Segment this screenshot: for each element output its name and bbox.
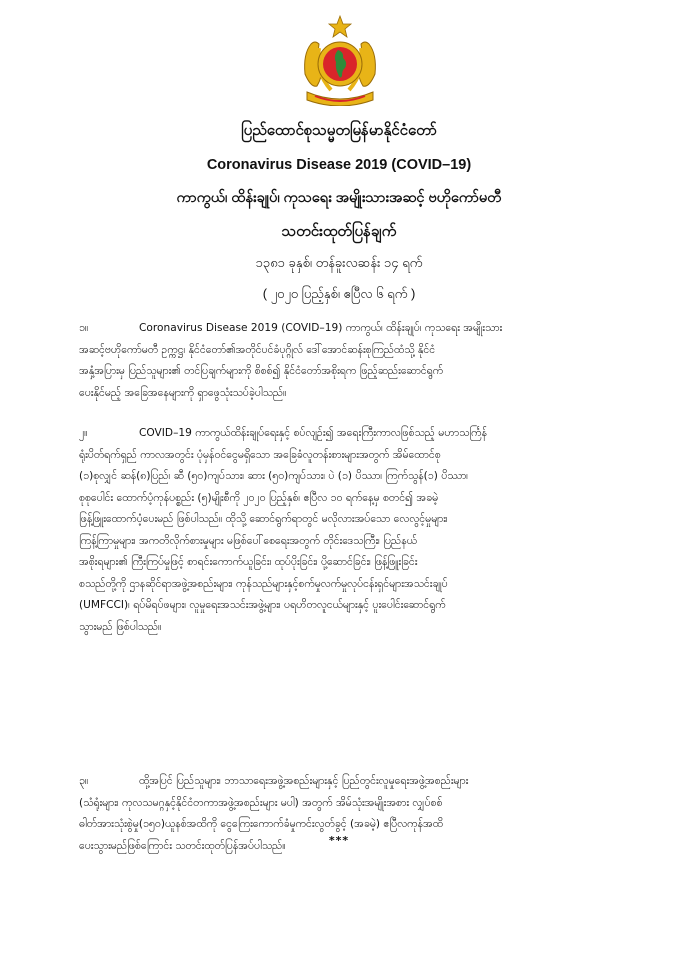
committee-name-heading: ကာကွယ်၊ ထိန်းချုပ်၊ ကုသရေး အမျိုးသားအဆင့် ဗဟိုကော်မတီ: [176, 190, 502, 206]
paragraph-text: ထို့အပြင် ပြည်သူများ၊ ဘာသာရေးအဖွဲ့အစည်းများနှင့် ပြည်တွင်းလူမှုရေးအဖွဲ့အစည်းများ: [139, 775, 469, 787]
paragraph-line: အဆင့်ဗဟိုကော်မတီ ဥက္ကဋ္ဌ၊ နိုင်ငံတော်၏အတိုင်ပင်ခံပုဂ္ဂိုလ် ဒေါ်အောင်ဆန်းစုကြည်ထံသို့ နိုင်ငံ: [79, 343, 436, 356]
paragraph-line: ဓါတ်အားသုံးစွဲမှု(၁၅၀)ယူနစ်အထိကို ငွေကြေးကောက်ခံမှုကင်းလွတ်ခွင့် (အခမဲ့) ဧပြီလကုန်အထိ: [79, 818, 443, 830]
paragraph-line: စသည်တို့ကို ဌာနဆိုင်ရာအဖွဲ့အစည်းများ၊ ကုန်သည်များနှင့်စက်မှုလက်မှုလုပ်ငန်းရှင်များအသင်းချုပ်: [79, 577, 448, 590]
paragraph-line: ပေးနိုင်မည့် အခြေအနေများကို ရှာဖွေသုံးသပ်ခဲ့ပါသည်။: [79, 386, 287, 399]
paragraph-line: [79, 318, 599, 340]
end-mark: ***: [328, 834, 350, 847]
paragraph-line: အနှံ့အပြားမှ ပြည်သူများ၏ တင်ပြချက်များကို စိစစ်၍ နိုင်ငံတော်အစိုးရက ဖြည့်ဆည်းဆောင်ရွက်: [79, 365, 444, 377]
paragraph-1: [79, 318, 599, 404]
gregorian-date: ( ၂၀၂၀ ပြည့်နှစ်၊ ဧပြီလ ၆ ရက် ): [262, 286, 416, 301]
paragraph-number: ၃။: [79, 775, 89, 787]
paragraph-line: ဖြန့်ဖြူးထောက်ပံ့ပေးမည် ဖြစ်ပါသည်။ ထိုသို့ ဆောင်ရွက်ရာတွင် မလိုလားအပ်သော လေလွင့်မှုများ၊: [79, 513, 448, 525]
paragraph-line: (၁)စုလျှင် ဆန်(၈)ပြည်၊ ဆီ (၅၀)ကျပ်သား၊ ဆား (၅၀)ကျပ်သား၊ ပဲ (၁) ပိဿာ၊ ကြက်သွန်(၁) ပိဿာ၊: [79, 470, 468, 482]
government-name-heading: ပြည်ထောင်စုသမ္မတမြန်မာနိုင်ငံတော်: [241, 122, 437, 139]
paragraph-line: ရုံးပိတ်ရက်ရှည် ကာလအတွင်း ပုံမှန်ဝင်ငွေမရှိသော အခြေခံလူတန်းစားများအတွက် အိမ်ထောင်စု: [79, 448, 441, 461]
paragraph-line: ပေးသွားမည်ဖြစ်ကြောင်း သတင်းထုတ်ပြန်အပ်ပါသည်။: [79, 839, 286, 852]
paragraph-line: သွားမည် ဖြစ်ပါသည်။: [79, 620, 162, 633]
paragraph-line: [79, 771, 599, 793]
myanmar-date: ၁၃၈၁ ခုနှစ်၊ တန်ခူးလဆန်း ၁၄ ရက်: [255, 255, 423, 270]
paragraph-line: (UMFCCI)၊ ရပ်မိရပ်ဖများ၊ လူမှုရေးအသင်းအဖွဲ့များ၊ ပရဟိတလူငယ်များနှင့် ပူးပေါင်းဆောင်ရွက်: [79, 599, 446, 611]
paragraph-number: ၁။: [79, 322, 89, 334]
paragraph-text: Coronavirus Disease 2019 (COVID–19) ကာကွယ်၊ ထိန်းချုပ်၊ ကုသရေး အမျိုးသား: [139, 322, 503, 334]
paragraph-text: COVID–19 ကာကွယ်ထိန်းချုပ်ရေးနှင့် စပ်လျဉ်း၍ အရေးကြီးကာလဖြစ်သည့် မဟာသင်္ကြန်: [139, 427, 487, 439]
paragraph-line: [79, 423, 599, 445]
document-type-heading: သတင်းထုတ်ပြန်ချက်: [281, 223, 397, 240]
paragraph-number: ၂။: [79, 427, 88, 439]
state-seal-emblem-icon: [301, 14, 379, 106]
paragraph-line: အစိုးရများ၏ ကြီးကြပ်မှုဖြင့် စာရင်းကောက်ယူခြင်း၊ ထုပ်ပိုးခြင်း၊ ပို့ဆောင်ခြင်း၊ ဖြန့်ဖြူးခြင်း: [79, 556, 418, 568]
paragraph-line: ကြန့်ကြာမှုများ၊ အကတိလိုက်စားမှုများ မဖြစ်ပေါ်စေရေးအတွက် တိုင်းဒေသကြီး၊ ပြည်နယ်: [79, 534, 418, 547]
paragraph-2: [79, 423, 599, 638]
paragraph-line: စုစုပေါင်း ထောက်ပံ့ကုန်ပစ္စည်း (၅)မျိုးစီကို ၂၀၂၀ ပြည့်နှစ်၊ ဧပြီလ ၁၀ ရက်နေ့မှ စတင်၍ အခမဲ့: [79, 491, 439, 504]
disease-title-heading: Coronavirus Disease 2019 (COVID–19): [206, 157, 472, 173]
paragraph-line: (သံရုံးများ၊ ကုလသမဂ္ဂနှင့်နိုင်ငံတကာအဖွဲ့အစည်းများ မပါ) အတွက် အိမ်သုံးအမျိုးအစား လျှပ်စစ်: [79, 796, 443, 809]
